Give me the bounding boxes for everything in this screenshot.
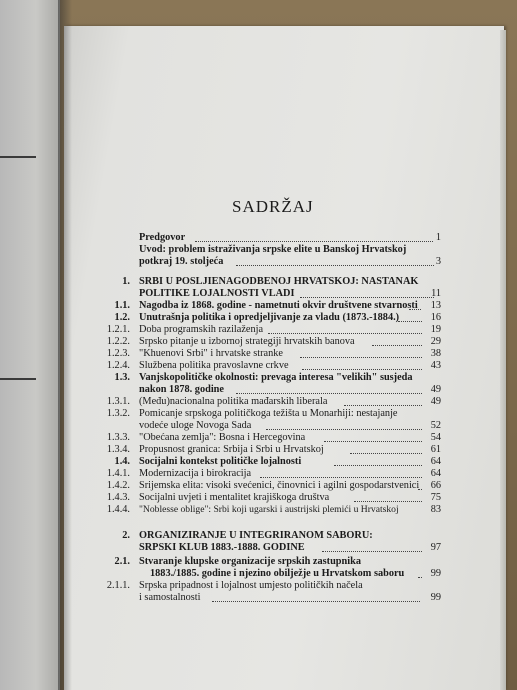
leader-dots <box>302 360 422 370</box>
entry-page: 97 <box>430 542 441 553</box>
entry-text: Predgovor <box>139 232 186 243</box>
leader-dots <box>300 348 422 358</box>
entry-number: 1.3.2. <box>106 408 130 419</box>
toc-title: SADRŽAJ <box>232 197 314 216</box>
entry-number: 1.2.4. <box>106 360 130 371</box>
entry-text: Doba programskih razilaženja <box>139 324 264 335</box>
entry-page: 61 <box>430 444 441 455</box>
entry-number: 1.4.2. <box>106 480 130 491</box>
leader-dots <box>260 468 422 478</box>
entry-page: 99 <box>430 568 441 579</box>
entry-number: 1.4. <box>114 456 130 467</box>
entry-text: Socijalni uvjeti i mentalitet krajiškoga društva <box>139 492 330 503</box>
entry-number: 1.2.1. <box>106 324 130 335</box>
leader-dots <box>372 336 422 346</box>
entry-page: 11 <box>431 288 441 299</box>
entry-text: nakon 1878. godine <box>139 384 224 395</box>
entry-number: 2. <box>122 530 130 541</box>
entry-text: (Među)nacionalna politika mađarskih liberala <box>139 396 328 407</box>
entry-number: 1.3.4. <box>106 444 130 455</box>
entry-text: POLITIKE LOJALNOSTI VLADI <box>139 288 295 299</box>
entry-text: SRPSKI KLUB 1883.-1888. GODINE <box>139 542 305 553</box>
entry-number: 1.3. <box>114 372 130 383</box>
leader-dots <box>212 592 420 602</box>
entry-text: Propusnost granica: Srbija i Srbi u Hrvatskoj <box>139 444 324 455</box>
entry-text: Unutrašnja politika i opredjeljivanje za vladu (1873.-1884.) <box>139 312 400 323</box>
leader-dots <box>324 432 422 442</box>
leader-dots <box>236 384 422 394</box>
entry-text: Srpsko pitanje u izbornoj strategiji hrvatskih banova <box>139 336 355 347</box>
entry-page: 99 <box>430 592 441 603</box>
entry-number: 2.1. <box>114 556 130 567</box>
entry-page: 83 <box>430 504 441 515</box>
leader-dots <box>350 444 422 454</box>
leader-dots <box>236 256 434 266</box>
entry-page: 43 <box>430 360 441 371</box>
leader-dots <box>344 396 422 406</box>
entry-page: 13 <box>430 300 441 311</box>
entry-text: Nagodba iz 1868. godine - nametnuti okvir društvene stvarnosti <box>139 300 418 311</box>
entry-text: "Obećana zemlja": Bosna i Hercegovina <box>139 432 306 443</box>
entry-text: i samostalnosti <box>139 592 201 603</box>
entry-text: Pomicanje srpskoga političkoga težišta u Monarhiji: nestajanje <box>139 408 398 419</box>
entry-page: 16 <box>430 312 441 323</box>
leader-dots <box>195 232 433 242</box>
entry-number: 1.3.1. <box>106 396 130 407</box>
entry-page: 75 <box>430 492 441 503</box>
entry-number: 1.3.3. <box>106 432 130 443</box>
entry-page: 29 <box>430 336 441 347</box>
entry-number: 1.4.4. <box>106 504 130 515</box>
entry-page: 3 <box>435 256 441 267</box>
entry-number: 1.4.3. <box>106 492 130 503</box>
entry-text: 1883./1885. godine i njezino obilježje u Hrvatskom saboru <box>150 568 405 579</box>
entry-number: 1.1. <box>114 300 130 311</box>
entry-text: "Noblesse oblige": Srbi koji ugarski i austrijski plemići u Hrvatskoj <box>139 504 399 515</box>
entry-number: 1.4.1. <box>106 468 130 479</box>
entry-number: 1.2. <box>114 312 130 323</box>
entry-text: Srpska pripadnost i lojalnost umjesto političkih načela <box>139 580 363 591</box>
entry-text: Službena politika pravoslavne crkve <box>139 360 289 371</box>
entry-page: 66 <box>430 480 441 491</box>
entry-page: 54 <box>430 432 441 443</box>
entry-text: potkraj 19. stoljeća <box>139 256 224 267</box>
entry-text: vodeće uloge Novoga Sada <box>139 420 252 431</box>
entry-page: 49 <box>430 384 441 395</box>
entry-text: Srijemska elita: visoki svećenici, činovnici i agilni gospodarstvenici <box>139 480 420 491</box>
entry-text: Modernizacija i birokracija <box>139 468 252 479</box>
entry-text: Vanjskopolitičke okolnosti: prevaga interesa "velikih" susjeda <box>139 372 413 383</box>
entry-page: 38 <box>430 348 441 359</box>
leader-dots <box>354 492 422 502</box>
entry-text: ORGANIZIRANJE U INTEGRIRANOM SABORU: <box>139 530 373 541</box>
entry-text: Stvaranje klupske organizacije srpskih zastupnika <box>139 556 361 567</box>
leader-dots <box>300 288 434 298</box>
leader-dots <box>266 420 422 430</box>
entry-number: 1. <box>122 276 130 287</box>
leader-dots <box>322 542 422 552</box>
entry-text: Socijalni kontekst političke lojalnosti <box>139 456 302 467</box>
entry-page: 19 <box>430 324 441 335</box>
entry-number: 2.1.1. <box>106 580 130 591</box>
entry-page: 64 <box>430 456 441 467</box>
entry-page: 1 <box>435 232 441 243</box>
leader-dots <box>398 312 422 322</box>
entry-number: 1.2.3. <box>106 348 130 359</box>
entry-text: "Khuenovi Srbi" i hrvatske stranke <box>139 348 283 359</box>
entry-text: Uvod: problem istraživanja srpske elite u Banskoj Hrvatskoj <box>139 244 407 255</box>
leader-dots <box>268 324 422 334</box>
entry-page: 49 <box>430 396 441 407</box>
entry-page: 64 <box>430 468 441 479</box>
leader-dots <box>334 456 422 466</box>
entry-page: 52 <box>430 420 441 431</box>
entry-number: 1.2.2. <box>106 336 130 347</box>
entry-text: SRBI U POSLJIENAGODBENOJ HRVATSKOJ: NASTANAK <box>139 276 419 287</box>
leader-dots <box>409 300 421 310</box>
